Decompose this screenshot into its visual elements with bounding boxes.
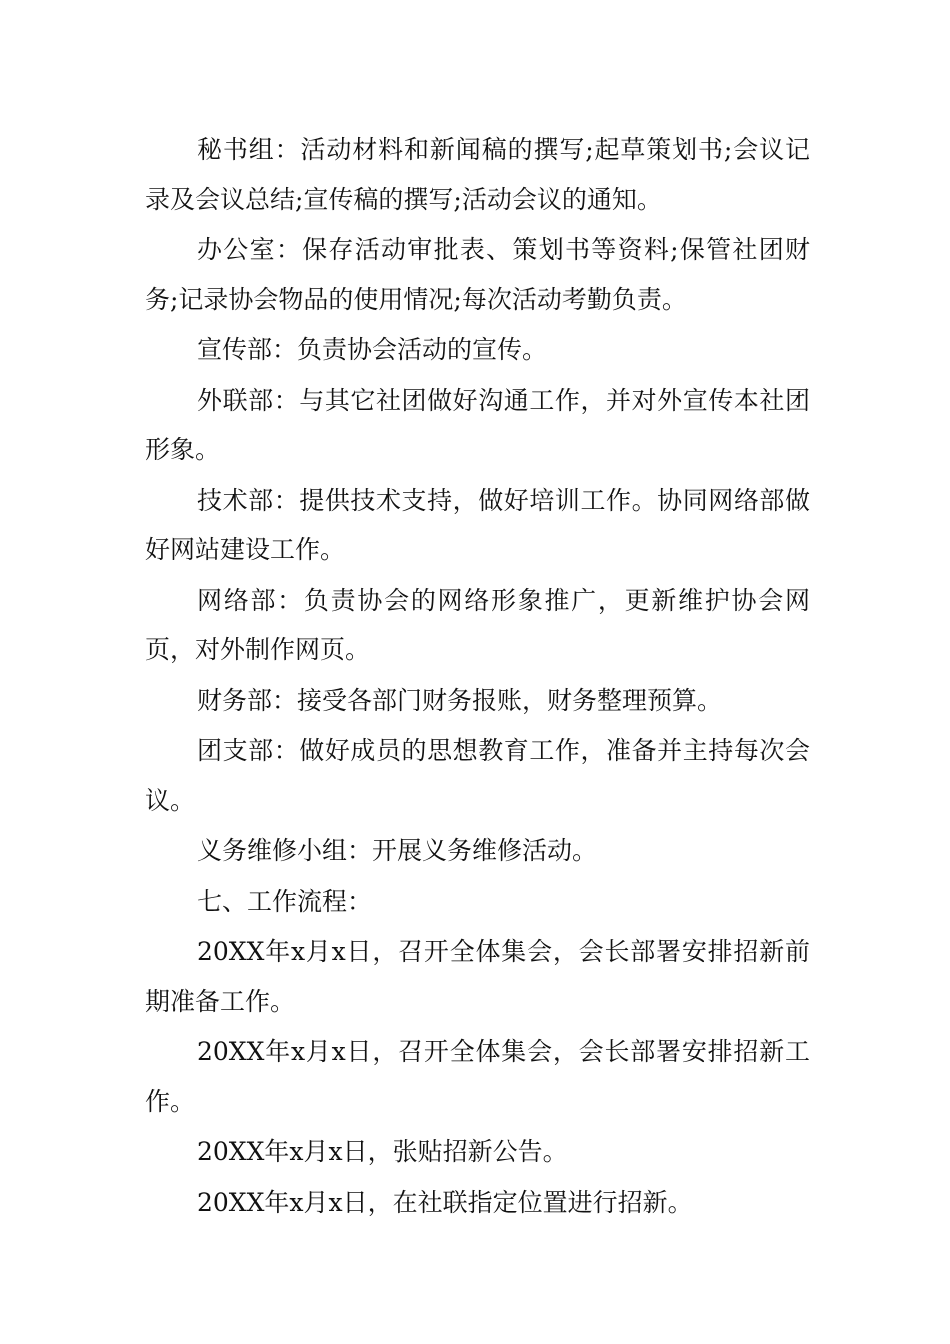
paragraph-external-relations-dept: 外联部：与其它社团做好沟通工作，并对外宣传本社团形象。 [145, 385, 810, 464]
section-heading-workflow: 七、工作流程： [197, 886, 373, 916]
paragraph-finance-dept: 财务部：接受各部门财务报账，财务整理预算。 [197, 685, 723, 715]
paragraph-workflow-step-3: 20XX年x月x日，张贴招新公告。 [197, 1137, 568, 1166]
paragraph-office: 办公室：保存活动审批表、策划书等资料;保管社团财务;记录协会物品的使用情况;每次活动考勤负责。 [145, 235, 810, 314]
paragraph-technical-dept: 技术部：提供技术支持，做好培训工作。协同网络部做好网站建设工作。 [145, 485, 810, 564]
paragraph-publicity-dept: 宣传部：负责协会活动的宣传。 [197, 335, 548, 364]
paragraph-network-dept: 网络部：负责协会的网络形象推广，更新维护协会网页，对外制作网页。 [145, 585, 810, 664]
paragraph-workflow-step-2: 20XX年x月x日，召开全体集会，会长部署安排招新工作。 [145, 1037, 810, 1116]
paragraph-workflow-step-1: 20XX年x月x日，召开全体集会，会长部署安排招新前期准备工作。 [145, 937, 810, 1016]
document-body [145, 125, 810, 1228]
paragraph-workflow-step-4: 20XX年x月x日，在社联指定位置进行招新。 [197, 1187, 693, 1217]
paragraph-league-branch: 团支部：做好成员的思想教育工作，准备并主持每次会议。 [145, 736, 810, 815]
paragraph-secretary-group: 秘书组：活动材料和新闻稿的撰写;起草策划书;会议记录及会议总结;宣传稿的撰写;活动会议的通知。 [145, 135, 810, 214]
paragraph-repair-group: 义务维修小组：开展义务维修活动。 [197, 836, 598, 865]
